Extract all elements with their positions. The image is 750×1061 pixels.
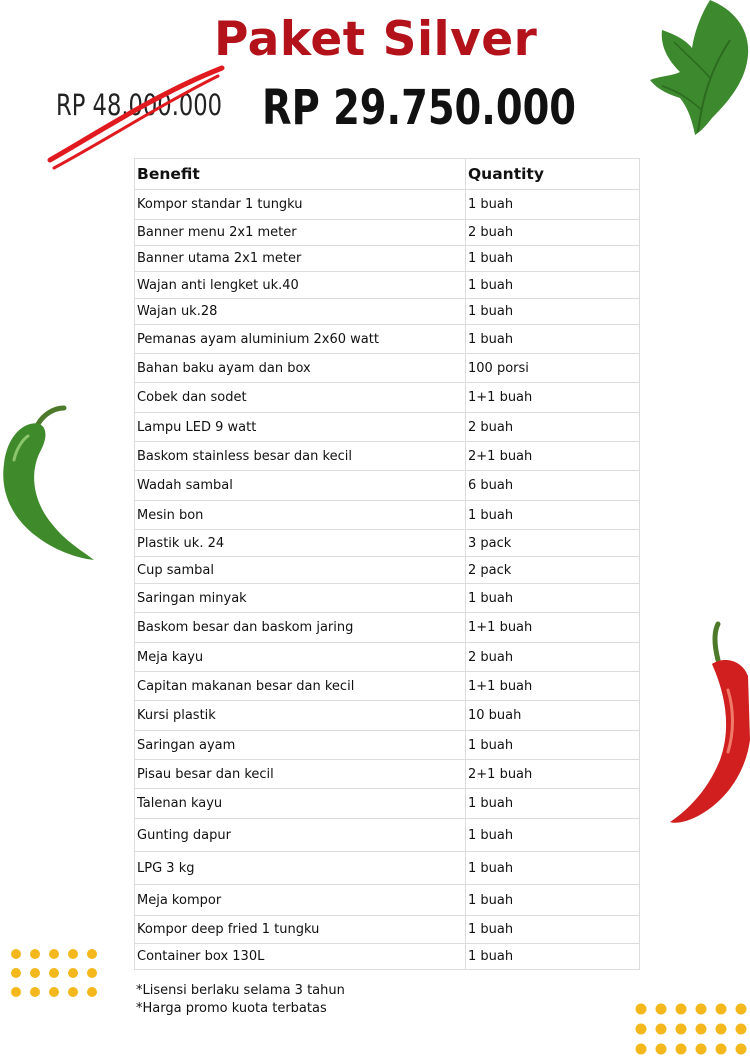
benefit-cell: Lampu LED 9 watt <box>135 413 466 442</box>
quantity-cell: 2 buah <box>466 413 640 442</box>
decor-dot <box>656 1024 667 1035</box>
benefit-cell: Cup sambal <box>135 557 466 584</box>
table-row <box>135 731 640 760</box>
footnote-license: *Lisensi berlaku selama 3 tahun <box>136 983 345 998</box>
benefit-cell: Bahan baku ayam dan box <box>135 354 466 383</box>
benefit-cell: Cobek dan sodet <box>135 383 466 413</box>
benefit-cell: Pemanas ayam aluminium 2x60 watt <box>135 325 466 354</box>
benefit-cell: Kursi plastik <box>135 701 466 731</box>
table-row <box>135 613 640 643</box>
quantity-cell: 3 pack <box>466 530 640 557</box>
table-header-row <box>135 159 640 190</box>
decor-dot <box>49 987 59 997</box>
decor-dot <box>676 1004 687 1015</box>
table-row <box>135 584 640 613</box>
benefit-cell: Baskom stainless besar dan kecil <box>135 442 466 471</box>
table-row <box>135 354 640 383</box>
table-row <box>135 557 640 584</box>
table-row <box>135 442 640 471</box>
quantity-cell: 1 buah <box>466 885 640 916</box>
decor-dot <box>736 1044 747 1055</box>
decor-dot <box>636 1044 647 1055</box>
benefit-cell: Mesin bon <box>135 501 466 530</box>
benefit-cell: Capitan makanan besar dan kecil <box>135 672 466 701</box>
benefit-cell: Wadah sambal <box>135 471 466 501</box>
decor-dot <box>676 1024 687 1035</box>
table-row <box>135 944 640 970</box>
quantity-cell: 1 buah <box>466 944 640 970</box>
table-row <box>135 672 640 701</box>
decor-dot <box>87 949 97 959</box>
table-row <box>135 501 640 530</box>
dot-grid-pattern <box>8 946 104 1002</box>
table-row <box>135 789 640 819</box>
benefit-cell: Wajan anti lengket uk.40 <box>135 272 466 299</box>
benefit-cell: Saringan minyak <box>135 584 466 613</box>
decor-dot <box>30 968 40 978</box>
new-price: RP 29.750.000 <box>262 80 577 136</box>
quantity-cell: 6 buah <box>466 471 640 501</box>
parsley-leaf-icon <box>640 0 750 140</box>
quantity-cell: 1 buah <box>466 819 640 852</box>
benefit-cell: Pisau besar dan kecil <box>135 760 466 789</box>
benefit-cell: Container box 130L <box>135 944 466 970</box>
decor-dot <box>68 949 78 959</box>
footnote-promo: *Harga promo kuota terbatas <box>136 1001 327 1016</box>
benefit-cell: LPG 3 kg <box>135 852 466 885</box>
quantity-cell: 1+1 buah <box>466 613 640 643</box>
decor-dot <box>716 1044 727 1055</box>
decor-dot <box>716 1004 727 1015</box>
footnotes <box>136 982 345 1018</box>
decor-dot <box>636 1024 647 1035</box>
decor-dot <box>736 1004 747 1015</box>
table-row <box>135 325 640 354</box>
quantity-cell: 1 buah <box>466 789 640 819</box>
quantity-cell: 1 buah <box>466 852 640 885</box>
quantity-cell: 1 buah <box>466 916 640 944</box>
benefit-table <box>134 158 640 970</box>
benefit-cell: Banner menu 2x1 meter <box>135 220 466 246</box>
quantity-cell: 2+1 buah <box>466 442 640 471</box>
quantity-cell: 1 buah <box>466 246 640 272</box>
benefit-cell: Plastik uk. 24 <box>135 530 466 557</box>
table-row <box>135 643 640 672</box>
quantity-cell: 10 buah <box>466 701 640 731</box>
table-row <box>135 852 640 885</box>
benefit-cell: Meja kompor <box>135 885 466 916</box>
quantity-cell: 2 buah <box>466 220 640 246</box>
decor-dot <box>696 1004 707 1015</box>
benefit-cell: Kompor standar 1 tungku <box>135 190 466 220</box>
quantity-cell: 1 buah <box>466 731 640 760</box>
package-title: Paket Silver <box>214 12 538 67</box>
table-row <box>135 530 640 557</box>
column-header-quantity: Quantity <box>466 159 640 190</box>
dot-grid-pattern <box>632 1000 750 1061</box>
table-row <box>135 916 640 944</box>
benefit-cell: Saringan ayam <box>135 731 466 760</box>
decor-dot <box>11 968 21 978</box>
decor-dot <box>49 968 59 978</box>
table-row <box>135 299 640 325</box>
decor-dot <box>636 1004 647 1015</box>
quantity-cell: 1 buah <box>466 325 640 354</box>
table-row <box>135 885 640 916</box>
decor-dot <box>49 949 59 959</box>
quantity-cell: 1 buah <box>466 584 640 613</box>
table-row <box>135 190 640 220</box>
decor-dot <box>696 1024 707 1035</box>
old-price: RP 48.000.000 <box>56 88 223 122</box>
table-row <box>135 413 640 442</box>
red-chili-icon <box>668 620 750 830</box>
table-row <box>135 701 640 731</box>
quantity-cell: 1 buah <box>466 272 640 299</box>
benefit-cell: Meja kayu <box>135 643 466 672</box>
decor-dot <box>30 949 40 959</box>
decor-dot <box>696 1044 707 1055</box>
quantity-cell: 1+1 buah <box>466 672 640 701</box>
decor-dot <box>676 1044 687 1055</box>
benefit-cell: Kompor deep fried 1 tungku <box>135 916 466 944</box>
table-row <box>135 272 640 299</box>
column-header-benefit: Benefit <box>135 159 466 190</box>
table-row <box>135 471 640 501</box>
benefit-cell: Wajan uk.28 <box>135 299 466 325</box>
decor-dot <box>87 968 97 978</box>
decor-dot <box>11 949 21 959</box>
decor-dot <box>68 987 78 997</box>
benefit-cell: Baskom besar dan baskom jaring <box>135 613 466 643</box>
quantity-cell: 100 porsi <box>466 354 640 383</box>
decor-dot <box>656 1044 667 1055</box>
decor-dot <box>30 987 40 997</box>
table-row <box>135 220 640 246</box>
quantity-cell: 1 buah <box>466 299 640 325</box>
decor-dot <box>87 987 97 997</box>
decor-dot <box>68 968 78 978</box>
benefit-cell: Gunting dapur <box>135 819 466 852</box>
quantity-cell: 2 buah <box>466 643 640 672</box>
decor-dot <box>736 1024 747 1035</box>
table-row <box>135 819 640 852</box>
quantity-cell: 1+1 buah <box>466 383 640 413</box>
decor-dot <box>656 1004 667 1015</box>
benefit-cell: Talenan kayu <box>135 789 466 819</box>
green-chili-icon <box>0 400 100 570</box>
benefit-cell: Banner utama 2x1 meter <box>135 246 466 272</box>
quantity-cell: 2 pack <box>466 557 640 584</box>
quantity-cell: 1 buah <box>466 190 640 220</box>
quantity-cell: 2+1 buah <box>466 760 640 789</box>
table-row <box>135 760 640 789</box>
decor-dot <box>11 987 21 997</box>
quantity-cell: 1 buah <box>466 501 640 530</box>
table-row <box>135 383 640 413</box>
table-row <box>135 246 640 272</box>
decor-dot <box>716 1024 727 1035</box>
